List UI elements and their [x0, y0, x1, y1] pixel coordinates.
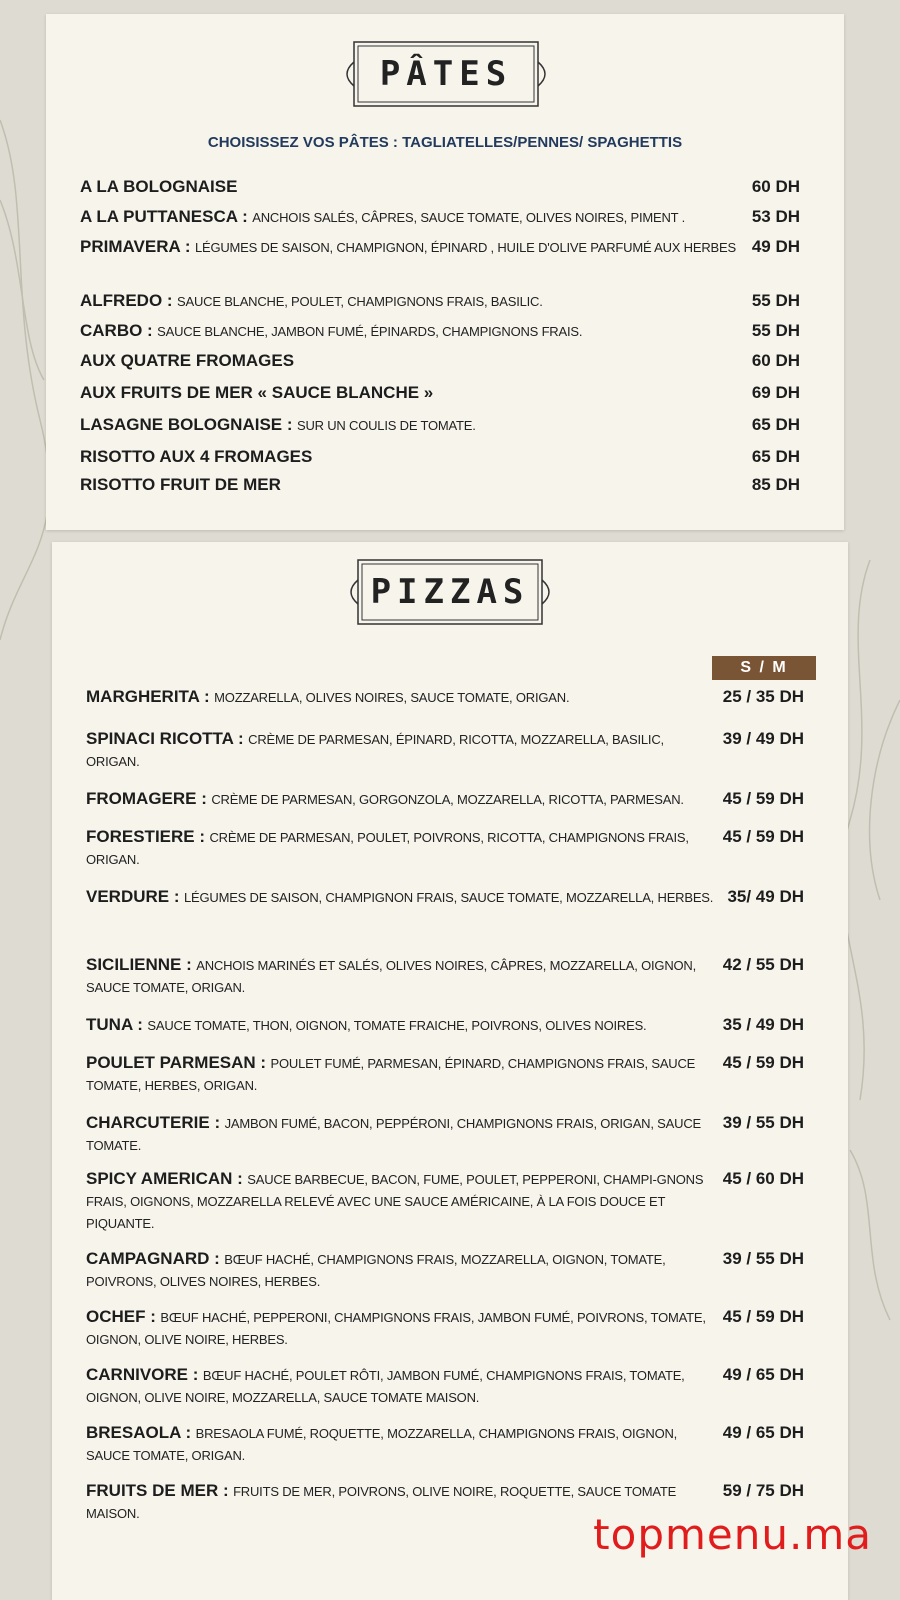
menu-item-description: SAUCE BLANCHE, POULET, CHAMPIGNONS FRAIS, BASILIC. [177, 294, 543, 309]
menu-item-description: SAUCE TOMATE, THON, OIGNON, TOMATE FRAICHE, POIVRONS, OLIVES NOIRES. [147, 1018, 647, 1033]
menu-item-row [86, 1422, 804, 1467]
menu-item-price: 45 / 59 DH [722, 1053, 804, 1072]
menu-item-text [86, 1364, 723, 1409]
menu-item-name: SICILIENNE : [86, 955, 192, 974]
menu-item-text [86, 1168, 723, 1235]
menu-item-text [86, 1014, 723, 1037]
menu-item-row [86, 1052, 804, 1097]
menu-item-name: CARNIVORE : [86, 1365, 199, 1384]
menu-item-name: A LA BOLOGNAISE [80, 177, 238, 196]
menu-item-text [80, 236, 752, 259]
menu-item-description: CRÈME DE PARMESAN, ÉPINARD, RICOTTA, MOZZARELLA, BASILIC, ORIGAN. [86, 732, 664, 769]
menu-item-row [80, 382, 800, 405]
menu-item-name: POULET PARMESAN : [86, 1053, 267, 1072]
menu-item-row [86, 728, 804, 773]
menu-item-row [80, 446, 800, 469]
menu-item-text [86, 1422, 723, 1467]
menu-item-text [86, 1248, 723, 1293]
menu-item-row [86, 1364, 804, 1409]
menu-item-price: 39 / 49 DH [722, 729, 804, 748]
menu-item-text [80, 206, 752, 229]
menu-item-text [80, 320, 752, 343]
menu-item-text [86, 728, 723, 773]
menu-item-name: CAMPAGNARD : [86, 1249, 220, 1268]
menu-item-text [80, 414, 752, 437]
menu-item-name: FRUITS DE MER : [86, 1481, 229, 1500]
menu-item-row [80, 414, 800, 437]
menu-item-name: VERDURE : [86, 887, 180, 906]
menu-item-row [80, 350, 800, 373]
menu-item-text [86, 1112, 723, 1157]
menu-item-price: 39 / 55 DH [722, 1113, 804, 1132]
menu-item-price: 39 / 55 DH [722, 1249, 804, 1268]
menu-item-price: 49 DH [751, 237, 800, 256]
menu-item-text [86, 826, 723, 871]
menu-item-price: 42 / 55 DH [722, 955, 804, 974]
menu-item-text [86, 1306, 723, 1351]
menu-item-price: 49 / 65 DH [722, 1423, 804, 1442]
menu-item-text [86, 1052, 723, 1097]
menu-item-name: CARBO : [80, 321, 153, 340]
watermark-logo: topmenu.ma [593, 1510, 872, 1559]
menu-item-text [80, 176, 752, 199]
menu-item-name: FROMAGERE : [86, 789, 207, 808]
menu-item-price: 69 DH [751, 383, 800, 402]
menu-item-name: AUX QUATRE FROMAGES [80, 351, 295, 370]
menu-item-name: SPINACI RICOTTA : [86, 729, 244, 748]
menu-item-text [86, 788, 723, 811]
menu-item-description: SAUCE BARBECUE, BACON, FUME, POULET, PEPPERONI, CHAMPI-GNONS FRAIS, OIGNONS, MOZZARELLA RELEVÉ AVEC UNE SAUCE AMÉRICAINE, À LA FOIS DOUCE ET PIQUANTE. [86, 1172, 704, 1231]
menu-item-price: 85 DH [751, 475, 800, 494]
menu-item-name: A LA PUTTANESCA : [80, 207, 248, 226]
menu-item-price: 45 / 59 DH [722, 827, 804, 846]
menu-item-text [80, 350, 752, 373]
menu-item-price: 65 DH [751, 415, 800, 434]
pates-subtitle: CHOISISSEZ VOS PÂTES : TAGLIATELLES/PENNES/ SPAGHETTIS [207, 134, 683, 151]
menu-item-description: FRUITS DE MER, POIVRONS, OLIVE NOIRE, ROQUETTE, SAUCE TOMATE MAISON. [86, 1484, 677, 1521]
menu-item-row [86, 1112, 804, 1157]
menu-item-text [86, 954, 723, 999]
menu-item-description: LÉGUMES DE SAISON, CHAMPIGNON FRAIS, SAUCE TOMATE, MOZZARELLA, HERBES. [183, 890, 714, 905]
menu-item-name: OCHEF : [86, 1307, 156, 1326]
menu-item-description: SAUCE BLANCHE, JAMBON FUMÉ, ÉPINARDS, CHAMPIGNONS FRAIS. [157, 324, 583, 339]
menu-item-row [86, 788, 804, 811]
menu-item-price: 49 / 65 DH [722, 1365, 804, 1384]
menu-item-price: 59 / 75 DH [722, 1481, 804, 1500]
menu-item-row [80, 320, 800, 343]
size-header-badge: S / M [712, 656, 816, 680]
menu-item-name: PRIMAVERA : [80, 237, 191, 256]
menu-item-description: BŒUF HACHÉ, POULET RÔTI, JAMBON FUMÉ, CHAMPIGNONS FRAIS, TOMATE, OIGNON, OLIVE NOIRE, MOZZARELLA, SAUCE TOMATE MAISON. [86, 1368, 685, 1405]
menu-item-price: 45 / 60 DH [722, 1169, 804, 1188]
menu-item-row [86, 1014, 804, 1037]
menu-item-text [80, 382, 752, 405]
menu-item-text [86, 886, 727, 909]
menu-item-row [86, 826, 804, 871]
menu-item-description: CRÈME DE PARMESAN, POULET, POIVRONS, RICOTTA, CHAMPIGNONS FRAIS, ORIGAN. [86, 830, 689, 867]
menu-item-price: 65 DH [751, 447, 800, 466]
menu-item-name: RISOTTO AUX 4 FROMAGES [80, 447, 313, 466]
menu-item-text [80, 446, 752, 469]
menu-item-name: AUX FRUITS DE MER « SAUCE BLANCHE » [80, 383, 434, 402]
menu-item-price: 55 DH [751, 291, 800, 310]
pizzas-title: PIZZAS [370, 572, 530, 612]
menu-item-name: BRESAOLA : [86, 1423, 192, 1442]
menu-item-row [80, 236, 800, 259]
menu-item-name: TUNA : [86, 1015, 143, 1034]
menu-item-description: BŒUF HACHÉ, CHAMPIGNONS FRAIS, MOZZARELLA, OIGNON, TOMATE, POIVRONS, OLIVES NOIRES, HERBES. [86, 1252, 666, 1289]
pates-title: PÂTES [379, 54, 513, 94]
menu-item-row [80, 290, 800, 313]
pates-title-frame [338, 38, 554, 110]
menu-item-price: 55 DH [751, 321, 800, 340]
menu-item-row [80, 206, 800, 229]
menu-item-row [80, 176, 800, 199]
menu-item-row [86, 1306, 804, 1351]
menu-item-description: POULET FUMÉ, PARMESAN, ÉPINARD, CHAMPIGNONS FRAIS, SAUCE TOMATE, HERBES, ORIGAN. [86, 1056, 696, 1093]
menu-item-price: 45 / 59 DH [722, 789, 804, 808]
menu-item-description: BŒUF HACHÉ, PEPPERONI, CHAMPIGNONS FRAIS, JAMBON FUMÉ, POIVRONS, TOMATE, OIGNON, OLIVE NOIRE, HERBES. [86, 1310, 706, 1347]
pizzas-title-frame [342, 556, 558, 628]
menu-item-name: ALFREDO : [80, 291, 173, 310]
menu-item-name: SPICY AMERICAN : [86, 1169, 243, 1188]
menu-item-description: MOZZARELLA, OLIVES NOIRES, SAUCE TOMATE, ORIGAN. [214, 690, 570, 705]
menu-item-text [86, 686, 723, 709]
menu-item-row [86, 1168, 804, 1235]
menu-item-description: JAMBON FUMÉ, BACON, PEPPÉRONI, CHAMPIGNONS FRAIS, ORIGAN, SAUCE TOMATE. [86, 1116, 701, 1153]
menu-item-description: LÉGUMES DE SAISON, CHAMPIGNON, ÉPINARD , HUILE D'OLIVE PARFUMÉ AUX HERBES [194, 240, 736, 255]
menu-item-price: 45 / 59 DH [722, 1307, 804, 1326]
menu-item-price: 35/ 49 DH [727, 887, 804, 906]
menu-item-row [86, 686, 804, 709]
menu-item-name: LASAGNE BOLOGNAISE : [80, 415, 293, 434]
menu-item-price: 60 DH [751, 351, 800, 370]
menu-item-name: FORESTIERE : [86, 827, 206, 846]
menu-item-text [80, 290, 752, 313]
menu-item-text [80, 474, 752, 497]
menu-item-name: RISOTTO FRUIT DE MER [80, 475, 281, 494]
menu-item-description: SUR UN COULIS DE TOMATE. [296, 418, 476, 433]
menu-item-description: CRÈME DE PARMESAN, GORGONZOLA, MOZZARELLA, RICOTTA, PARMESAN. [211, 792, 684, 807]
pates-panel [46, 14, 844, 530]
pizzas-panel [52, 542, 848, 1600]
menu-item-row [86, 1248, 804, 1293]
menu-item-description: ANCHOIS SALÉS, CÂPRES, SAUCE TOMATE, OLIVES NOIRES, PIMENT . [252, 210, 686, 225]
menu-item-name: MARGHERITA : [86, 687, 210, 706]
menu-item-description: ANCHOIS MARINÉS ET SALÉS, OLIVES NOIRES, CÂPRES, MOZZARELLA, OIGNON, SAUCE TOMATE, ORIGAN. [86, 958, 697, 995]
menu-item-description: BRESAOLA FUMÉ, ROQUETTE, MOZZARELLA, CHAMPIGNONS FRAIS, OIGNON, SAUCE TOMATE, ORIGAN. [86, 1426, 678, 1463]
menu-item-row [86, 954, 804, 999]
menu-item-price: 25 / 35 DH [722, 687, 804, 706]
menu-item-price: 35 / 49 DH [722, 1015, 804, 1034]
menu-item-name: CHARCUTERIE : [86, 1113, 221, 1132]
menu-item-row [86, 886, 804, 909]
menu-item-price: 53 DH [751, 207, 800, 226]
menu-item-row [80, 474, 800, 497]
menu-item-price: 60 DH [751, 177, 800, 196]
